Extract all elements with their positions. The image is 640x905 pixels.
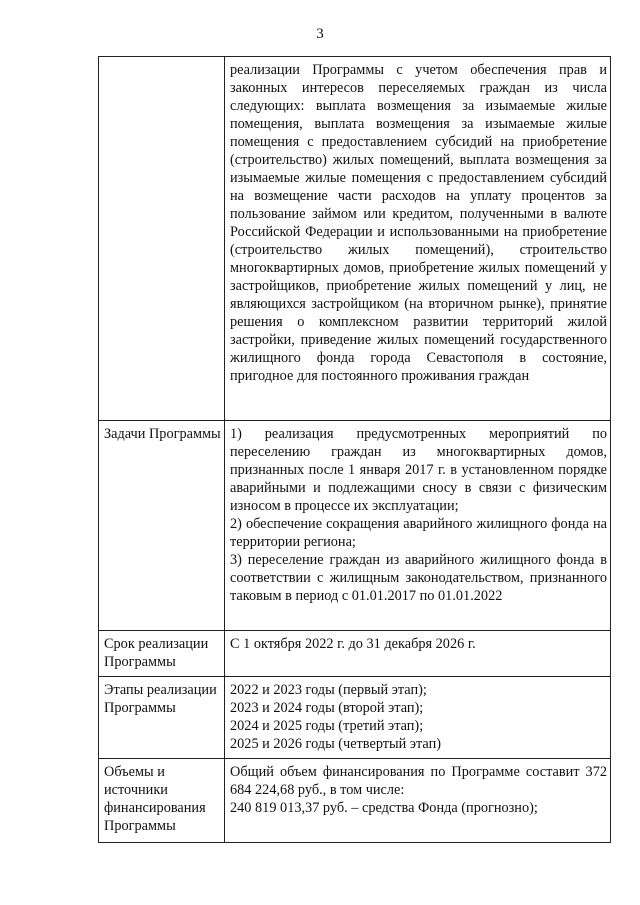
row-value: реализации Программы с учетом обеспечения прав и законных интересов переселяемых граждан из числа следующих: выплата возмещения за изымаемые жилые помещения, выплата возмещения за изымаемые жилые помещения с предоставлением субсидий на приобретение (строительство) жилых помещений, выплата возмещения за изымаемые жилые помещения с предоставлением субсидий на возмещение части расходов на уплату процентов за пользование займом или кредитом, полученными в валюте Российской Федерации и использованными на приобретение (строительство жилых помещений), строительство многоквартирных домов, приобретение жилых помещений у застройщиков, приобретение жилых помещений у лиц, не являющихся застройщиком (на вторичном рынке), принятие решения о комплексном развитии территорий жилой застройки, приведение жилых помещений государственного жилищного фонда города Севастополя в состояние, пригодное для постоянного проживания граждан — [225, 57, 611, 421]
row-value-stages — [225, 677, 611, 759]
table-row — [99, 57, 611, 421]
program-passport-table — [98, 56, 611, 843]
stage-item: 2024 и 2025 годы (третий этап); — [230, 718, 424, 734]
row-value-term: С 1 октября 2022 г. до 31 декабря 2026 г. — [225, 631, 611, 677]
task-item: 3) переселение граждан из аварийного жилищного фонда в соответствии с жилищным законодательством, признанного таковым в период с 01.01.2017 по 01.01.2022 — [230, 552, 607, 604]
row-value-funding — [225, 759, 611, 843]
table-row — [99, 677, 611, 759]
stage-item: 2025 и 2026 годы (четвертый этап) — [230, 736, 441, 752]
funding-item: 240 819 013,37 руб. – средства Фонда (прогнозно); — [230, 800, 538, 816]
table-row — [99, 631, 611, 677]
table-row — [99, 759, 611, 843]
stage-item: 2023 и 2024 годы (второй этап); — [230, 700, 424, 716]
row-value-tasks — [225, 421, 611, 631]
task-item: 1) реализация предусмотренных мероприятий по переселению граждан из многоквартирных домов, признанных после 1 января 2017 г. в установленном порядке аварийными и подлежащими сносу в связи с физическим износом в процессе их эксплуатации; — [230, 426, 607, 514]
row-label-funding: Объемы и источники финансирования Программы — [99, 759, 225, 843]
page-number: 3 — [316, 26, 324, 42]
table-row — [99, 421, 611, 631]
row-label — [99, 57, 225, 421]
funding-item: Общий объем финансирования по Программе составит 372 684 224,68 руб., в том числе: — [230, 764, 607, 798]
row-label-term: Срок реализации Программы — [99, 631, 225, 677]
stage-item: 2022 и 2023 годы (первый этап); — [230, 682, 427, 698]
task-item: 2) обеспечение сокращения аварийного жилищного фонда на территории региона; — [230, 516, 607, 550]
row-label-tasks: Задачи Программы — [99, 421, 225, 631]
row-label-stages: Этапы реализации Программы — [99, 677, 225, 759]
